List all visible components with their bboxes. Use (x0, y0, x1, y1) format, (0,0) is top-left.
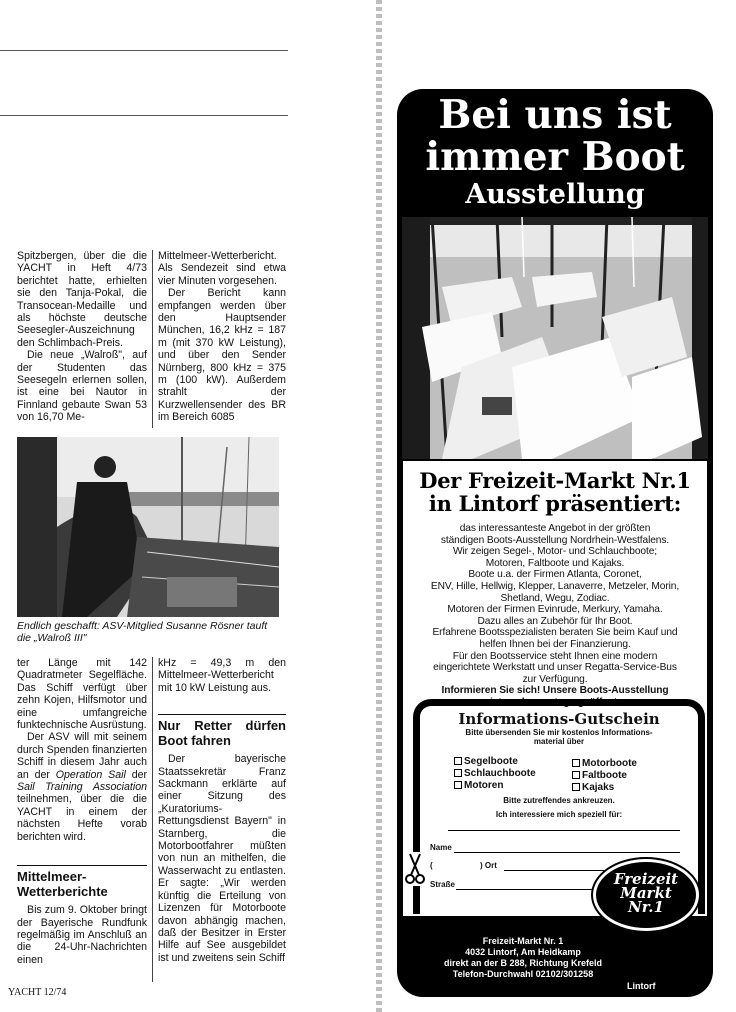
address-line: direkt an der B 288, Richtung Krefeld (443, 958, 603, 968)
strasse-label: Straße (430, 880, 455, 889)
address-line: Freizeit-Markt Nr. 1 (482, 936, 564, 946)
top-rule-1 (0, 50, 288, 51)
column-divider (152, 657, 153, 982)
paragraph: Der ASV will mit seinem durch Spenden finanzierten Schiff in diesem Jahr auch an der Operation Sail der Sail Training Association teilnehmen, über die die YACHT in einem der nächsten Hefte vorab berichten wird. (17, 731, 148, 843)
checkbox-motoren[interactable]: Motoren (454, 780, 503, 791)
coupon-tick-note: Bitte zutreffendes ankreuzen. (503, 796, 615, 805)
ad-headline-3: Ausstellung (465, 179, 645, 210)
ad-photo-boat-hall (402, 217, 708, 459)
ad-body-text: das interessanteste Angebot in der größten ständigen Boots-Ausstellung Nordrhein-Westfalens. Wir zeigen Segel-, Motor- und Schlauchboote; Motoren, Faltboote und Kajaks. Boote u.a. der Firmen Atlanta, Coronet, ENV, Hille, Hellwig, Klepper, Lanaverre, Metzeler, Morin, Shetland, Wegu, Zodiac. Motoren der Firmen Evinrude, Merkury, Yamaha. Dazu alles an Zubehör für Ihr Boot. Erfahrene Bootsspezialisten beraten Sie beim Kauf und helfen Ihnen bei der Finanzierung. Für den Bootsservice steht Ihnen eine modern eingerichtete Werkstatt und unser Regatta-Service-Bus zur Verfügung. Informieren Sie sich! Unsere Boots-Ausstellung ist auch sonntags geöffnet. (430, 523, 680, 708)
interest-line[interactable] (448, 830, 680, 831)
address-line: Telefon-Durchwahl 02102/301258 (452, 969, 594, 979)
heading-retter: Nur Retter dürfen Boot fahren (158, 714, 286, 748)
paragraph: Der Bericht kann empfangen werden über den Hauptsender München, 16,2 kHz = 187 m (mit 370 kW Leistung), und über den Sender Nürnberg, 800 kHz = 375 m (100 kW). Außerdem strahlt der Kurzwellensender des BR im Bereich 6085 (158, 287, 286, 424)
advertisement (397, 89, 713, 997)
coupon-title: Informations-Gutschein (458, 710, 660, 728)
checkbox-faltboote[interactable]: Faltboote (572, 770, 627, 781)
paragraph: ter Länge mit 142 Quadratmeter Segelfläche. Das Schiff verfügt über zehn Kojen, Hilfsmotor und eine umfangreiche funktechnische Ausrüstung. (17, 657, 147, 732)
paragraph: Spitzbergen, über die die YACHT in Heft 4/73 berichtet hatte, erhielten sie den Tanja-Pokal, die Transocean-Medaille und als höchste deutsche Seesegler-Auszeichnung den Schlimbach-Preis. (17, 250, 147, 349)
ad-content-panel (403, 461, 707, 997)
column-divider (152, 250, 153, 428)
top-rule-2 (0, 115, 288, 116)
paragraph: Bis zum 9. Oktober bringt der Bayerische Rundfunk regelmäßig im Anschluß an die 24-Uhr-Nachrichten einen (17, 904, 147, 966)
article-col1-bottom (17, 657, 147, 966)
heading-mittelmeer: Mittelmeer-Wetterberichte (17, 865, 147, 899)
paragraph: Die neue „Walroß", auf der Studenten das Seesegeln erlernen sollen, ist eine bei Nautor in Finnland gebaute Swan 53 von 16,70 Me- (17, 349, 147, 424)
coupon-sub: Bitte übersenden Sie mir kostenlos Informations- (465, 728, 653, 737)
checkbox-schlauchboote[interactable]: Schlauchboote (454, 768, 536, 779)
article-col1-top (17, 250, 147, 424)
freizeit-markt-logo: Freizeit Markt Nr.1 (593, 859, 699, 931)
name-label: Name (430, 843, 452, 852)
plz-open: ( (430, 861, 433, 870)
caption-text: ASV-Mitglied Susanne Rösner tauft die „Walroß III" (17, 620, 268, 644)
paragraph: Mittelmeer-Wetterbericht. Als Sendezeit sind etwa vier Minuten vorgesehen. (158, 250, 286, 287)
coupon-interest: Ich interessiere mich speziell für: (495, 810, 623, 819)
ad-subhead-1: Der Freizeit-Markt Nr.1 (419, 468, 691, 493)
paragraph: Der bayerische Staatssekretär Franz Sackmann erklärte auf einer Sitzung des „Kuratoriums-Rettungsdienst Bayern" in Starnberg, die Motorbootfahrer müßten von nun an mithelfen, die Wasserwacht zu entlasten. Er sagte: „Wir werden künftig die Erteilung von Lizenzen für Motorboote davon abhängig machen, daß der Besitzer in Erster Hilfe auf See ausgebildet ist und zweitens sein Schiff (158, 753, 286, 964)
checkbox-segelboote[interactable]: Segelboote (454, 756, 518, 767)
ad-headline-1: Bei uns ist (438, 92, 672, 138)
caption-lead: Endlich geschafft: (17, 620, 100, 632)
checkbox-kajaks[interactable]: Kajaks (572, 782, 614, 793)
scissors-icon (404, 852, 426, 886)
footer-issue: YACHT 12/74 (8, 987, 67, 998)
checkbox-motorboote[interactable]: Motorboote (572, 758, 637, 769)
name-field[interactable] (454, 852, 680, 853)
ad-headline-2: immer Boot (425, 134, 685, 180)
paragraph: kHz = 49,3 m den Mittelmeer-Wetterbericht mit 10 kW Leistung aus. (158, 657, 286, 694)
article-col2-top (158, 250, 286, 424)
ort-label: ) Ort (480, 861, 497, 870)
coupon-sub: material über (533, 737, 585, 746)
logo-subtitle: Lintorf (627, 981, 656, 991)
ad-subhead-2: in Lintorf präsentiert: (428, 491, 682, 516)
article-photo (17, 437, 279, 617)
address-line: 4032 Lintorf, Am Heidkamp (465, 947, 581, 957)
photo-caption (17, 620, 279, 644)
article-col2-bottom (158, 657, 286, 964)
page-fold (376, 0, 382, 1012)
